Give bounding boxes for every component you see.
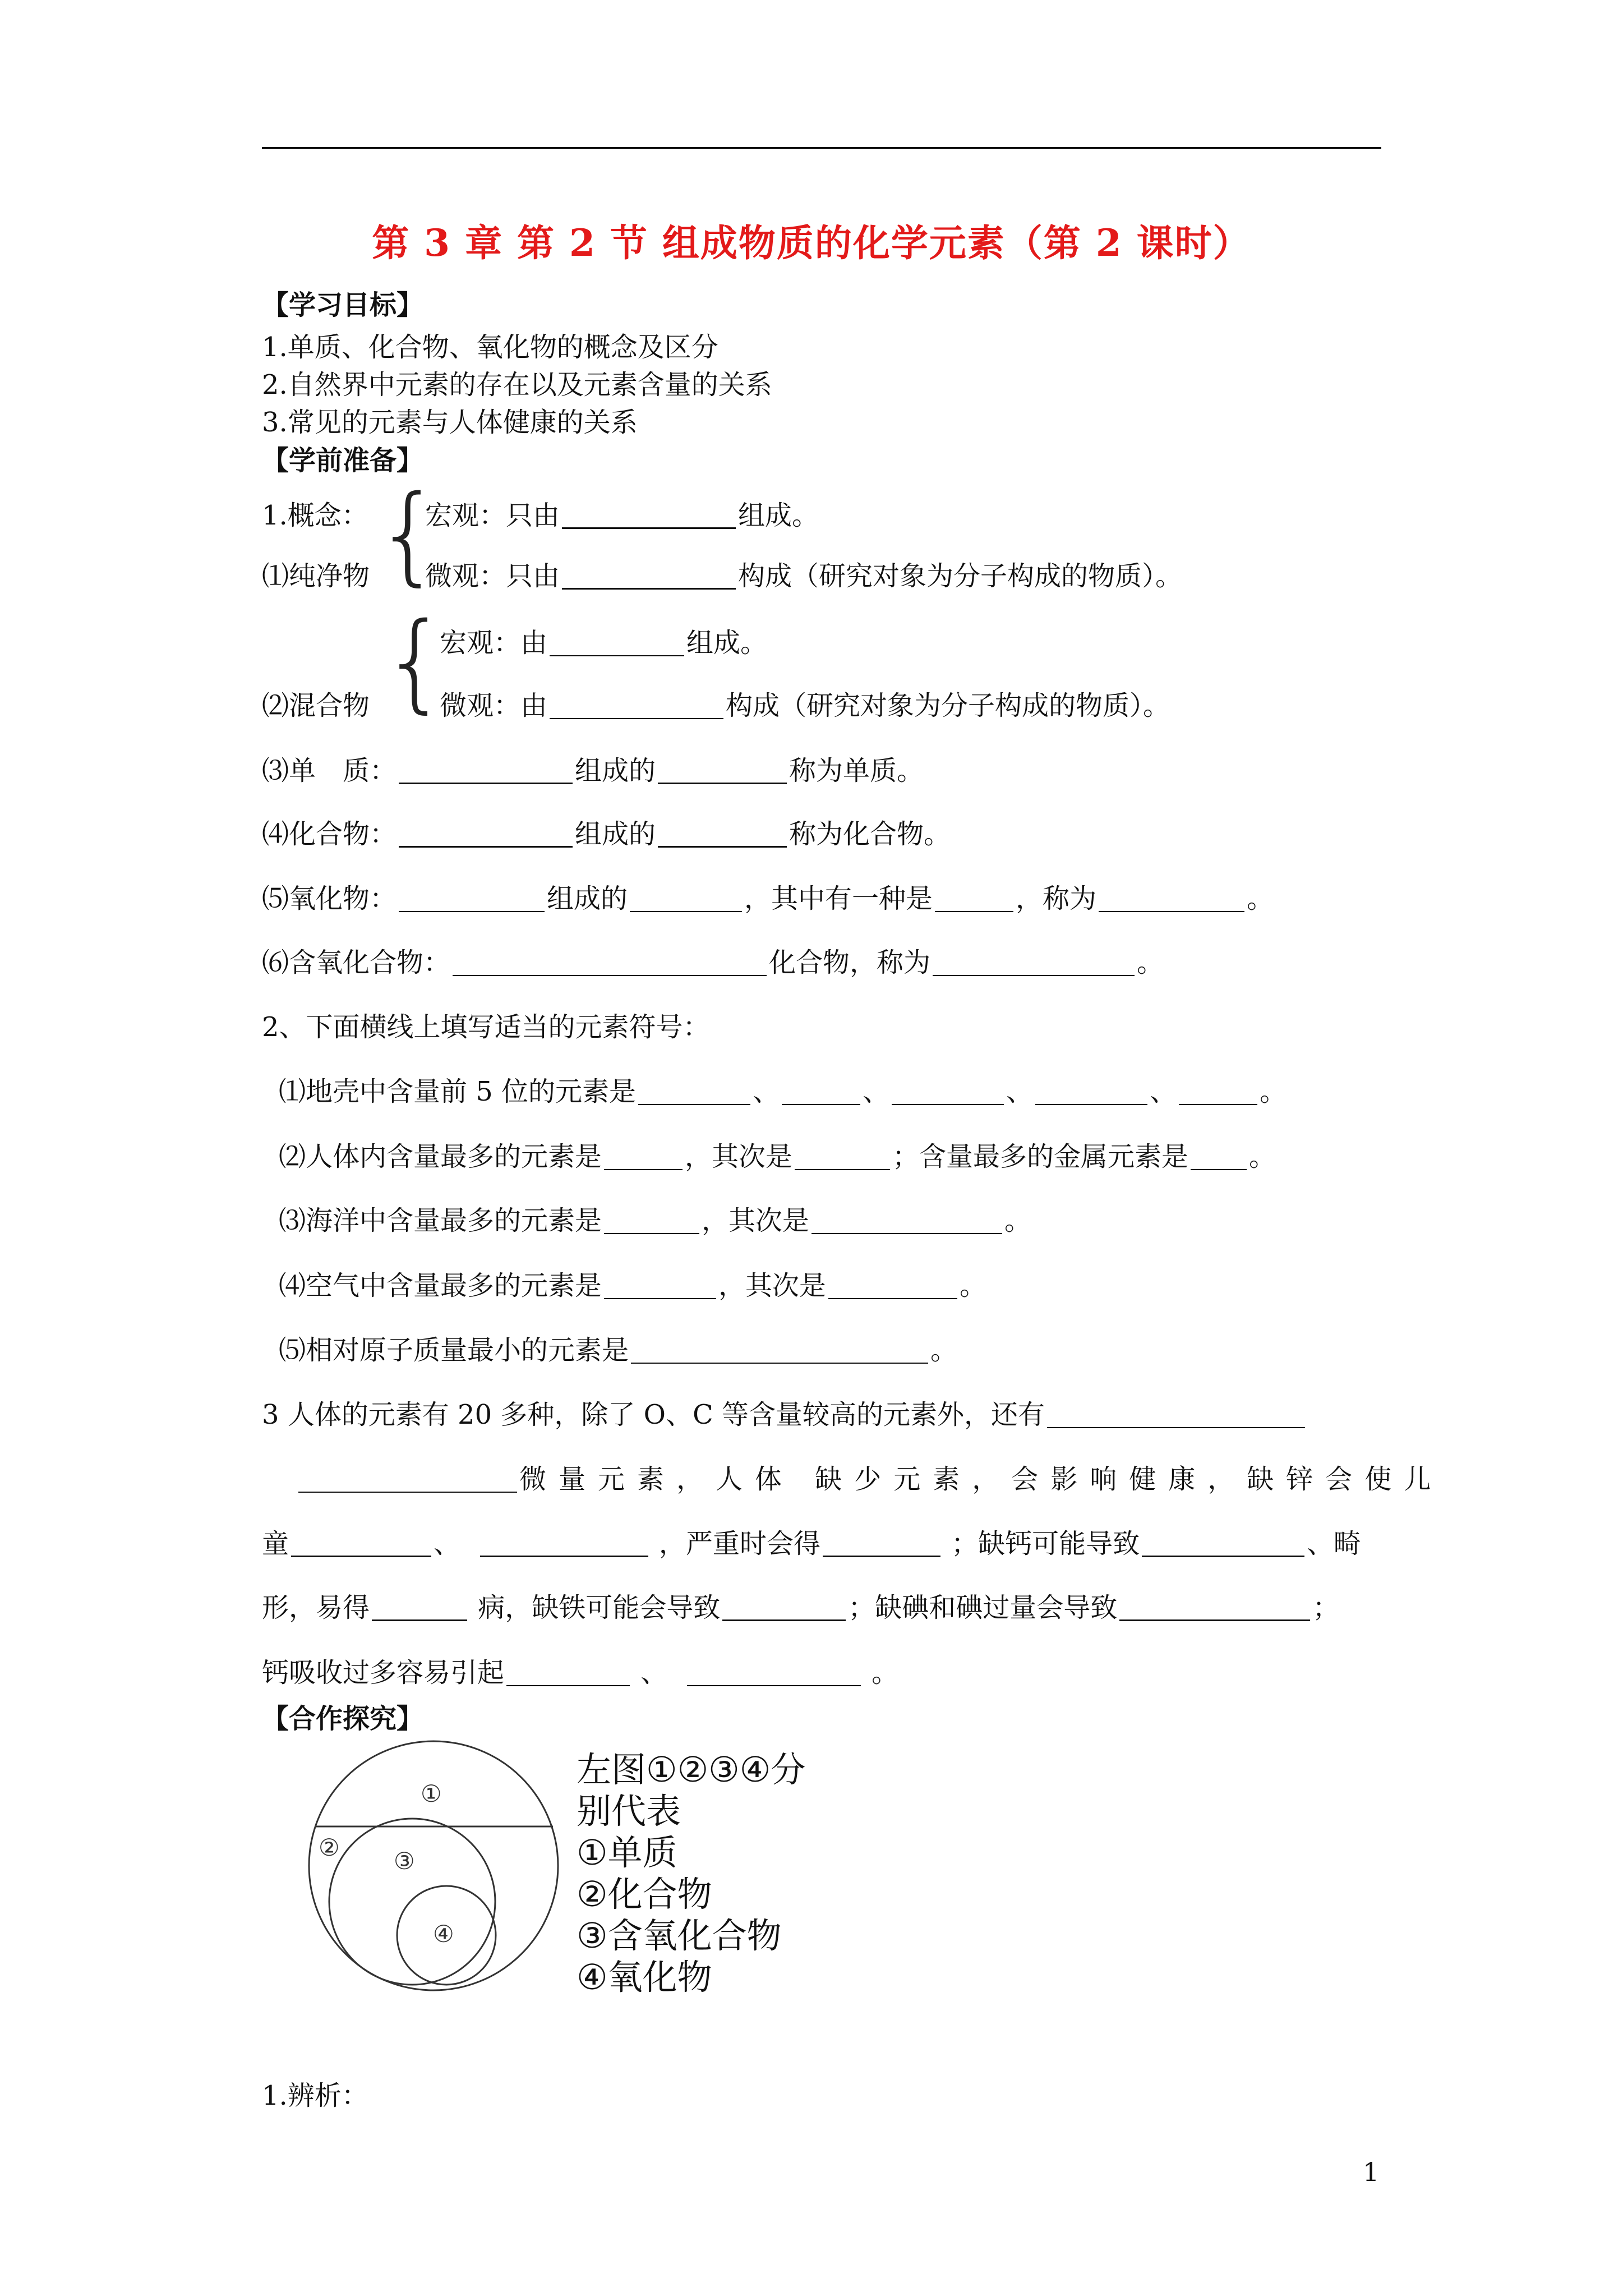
q2-air: ⑷空气中含量最多的元素是 ，其次是 。 [279, 1270, 987, 1301]
answer-blank[interactable] [1119, 1595, 1310, 1621]
diagram-legend [577, 1749, 805, 1998]
mixture-micro: 微观：由 构成（研究对象为分子构成的物质）。 [440, 690, 1170, 721]
q2-crust: ⑴地壳中含量前 5 位的元素是 、 、 、 、 。 [279, 1076, 1287, 1107]
objective-item: 2.自然界中元素的存在以及元素含量的关系 [262, 369, 772, 401]
legend-line: ③含氧化合物 [577, 1915, 782, 1956]
circle-label-4: ④ [433, 1920, 454, 1948]
definition-element-substance: ⑶单 质： 组成的 称为单质。 [262, 755, 924, 786]
answer-blank[interactable] [550, 631, 684, 656]
answer-blank[interactable] [630, 886, 742, 912]
answer-blank[interactable] [1035, 1079, 1147, 1105]
q3-line-2: 微量元素，人体 缺少元素，会影响健康，缺锌会使儿 [296, 1466, 1443, 1493]
q3-line-1: 3 人体的元素有 20 多种，除了 O、C 等含量较高的元素外，还有 [262, 1401, 1307, 1428]
mixture-label: ⑵混合物 [262, 690, 370, 721]
answer-blank[interactable] [399, 758, 573, 784]
circle-label-1: ① [421, 1780, 442, 1807]
answer-blank[interactable] [795, 1144, 890, 1170]
definition-oxycompound: ⑹含氧化合物： 化合物，称为 。 [262, 947, 1164, 978]
answer-blank[interactable] [1099, 886, 1244, 912]
answer-blank[interactable] [935, 886, 1013, 912]
analysis-label: 1.辨析： [262, 2080, 368, 2111]
answer-blank[interactable] [604, 1144, 683, 1170]
answer-blank[interactable] [687, 1660, 861, 1686]
q2-body: ⑵人体内含量最多的元素是 ，其次是 ；含量最多的金属元素是 。 [279, 1141, 1276, 1172]
answer-blank[interactable] [562, 503, 736, 529]
middle-circle [329, 1819, 495, 1985]
set-relationship-diagram [292, 1739, 583, 1997]
q2-heading: 2、下面横线上填写适当的元素符号： [262, 1011, 710, 1043]
answer-blank[interactable] [1191, 1144, 1247, 1170]
mixture-macro: 宏观：由 组成。 [440, 627, 768, 659]
legend-line: 别代表 [577, 1791, 681, 1832]
preparation-heading: 【学前准备】 [262, 445, 424, 476]
circle-label-3: ③ [394, 1847, 415, 1875]
answer-blank[interactable] [631, 1338, 928, 1364]
answer-blank[interactable] [658, 821, 787, 848]
answer-blank[interactable] [604, 1273, 716, 1299]
legend-line: 左图①②③④分 [577, 1749, 806, 1790]
answer-blank[interactable] [828, 1273, 957, 1299]
answer-blank[interactable] [1142, 1531, 1304, 1557]
legend-line: ②化合物 [577, 1874, 712, 1915]
answer-blank[interactable] [506, 1660, 630, 1686]
answer-blank[interactable] [823, 1531, 940, 1557]
answer-blank[interactable] [1047, 1402, 1305, 1428]
objective-item: 3.常见的元素与人体健康的关系 [262, 407, 638, 438]
answer-blank[interactable] [562, 563, 736, 590]
answer-blank[interactable] [399, 821, 573, 848]
answer-blank[interactable] [811, 1208, 1002, 1234]
pure-macro: 宏观：只由 组成。 [425, 500, 819, 531]
answer-blank[interactable] [291, 1531, 431, 1557]
pure-label: ⑴纯净物 [262, 560, 370, 592]
answer-blank[interactable] [453, 950, 767, 976]
answer-blank[interactable] [298, 1467, 517, 1493]
circle-label-2: ② [319, 1834, 340, 1861]
pure-micro: 微观：只由 构成（研究对象为分子构成的物质）。 [425, 560, 1183, 592]
answer-blank[interactable] [658, 758, 787, 784]
answer-blank[interactable] [722, 1595, 846, 1621]
q2-ocean: ⑶海洋中含量最多的元素是 ，其次是 。 [279, 1205, 1032, 1236]
q3-line-5: 钙吸收过多容易引起 、 。 [262, 1657, 899, 1688]
answer-blank[interactable] [1179, 1079, 1257, 1105]
legend-line: ①单质 [577, 1832, 677, 1873]
answer-blank[interactable] [550, 693, 723, 719]
answer-blank[interactable] [399, 886, 545, 912]
definition-compound: ⑷化合物： 组成的 称为化合物。 [262, 818, 951, 850]
concept-label: 1.概念： [262, 500, 368, 531]
q2-smallest: ⑸相对原子质量最小的元素是 。 [279, 1335, 958, 1366]
q3-line-3: 童 、 ，严重时会得 ；缺钙可能导致 、畸 [262, 1528, 1361, 1559]
answer-blank[interactable] [372, 1595, 467, 1621]
brace-mixture: { [381, 600, 449, 724]
brace-pure: { [375, 472, 442, 596]
q3-line-4: 形，易得 病，缺铁可能会导致 ；缺碘和碘过量会导致 ； [262, 1592, 1340, 1623]
answer-blank[interactable] [933, 950, 1135, 976]
header-rule [262, 147, 1381, 149]
answer-blank[interactable] [782, 1079, 860, 1105]
page-number: 1 [1363, 2157, 1380, 2187]
definition-oxide: ⑸氧化物： 组成的 ，其中有一种是 ，称为 。 [262, 883, 1274, 914]
answer-blank[interactable] [480, 1531, 648, 1557]
cooperation-heading: 【合作探究】 [262, 1703, 424, 1734]
objectives-heading: 【学习目标】 [262, 289, 424, 321]
page-title: 第 3 章 第 2 节 组成物质的化学元素（第 2 课时） [372, 221, 1251, 265]
legend-line: ④氧化物 [577, 1957, 712, 1998]
answer-blank[interactable] [638, 1079, 750, 1105]
objective-item: 1.单质、化合物、氧化物的概念及区分 [262, 332, 718, 363]
answer-blank[interactable] [604, 1208, 699, 1234]
answer-blank[interactable] [892, 1079, 1004, 1105]
